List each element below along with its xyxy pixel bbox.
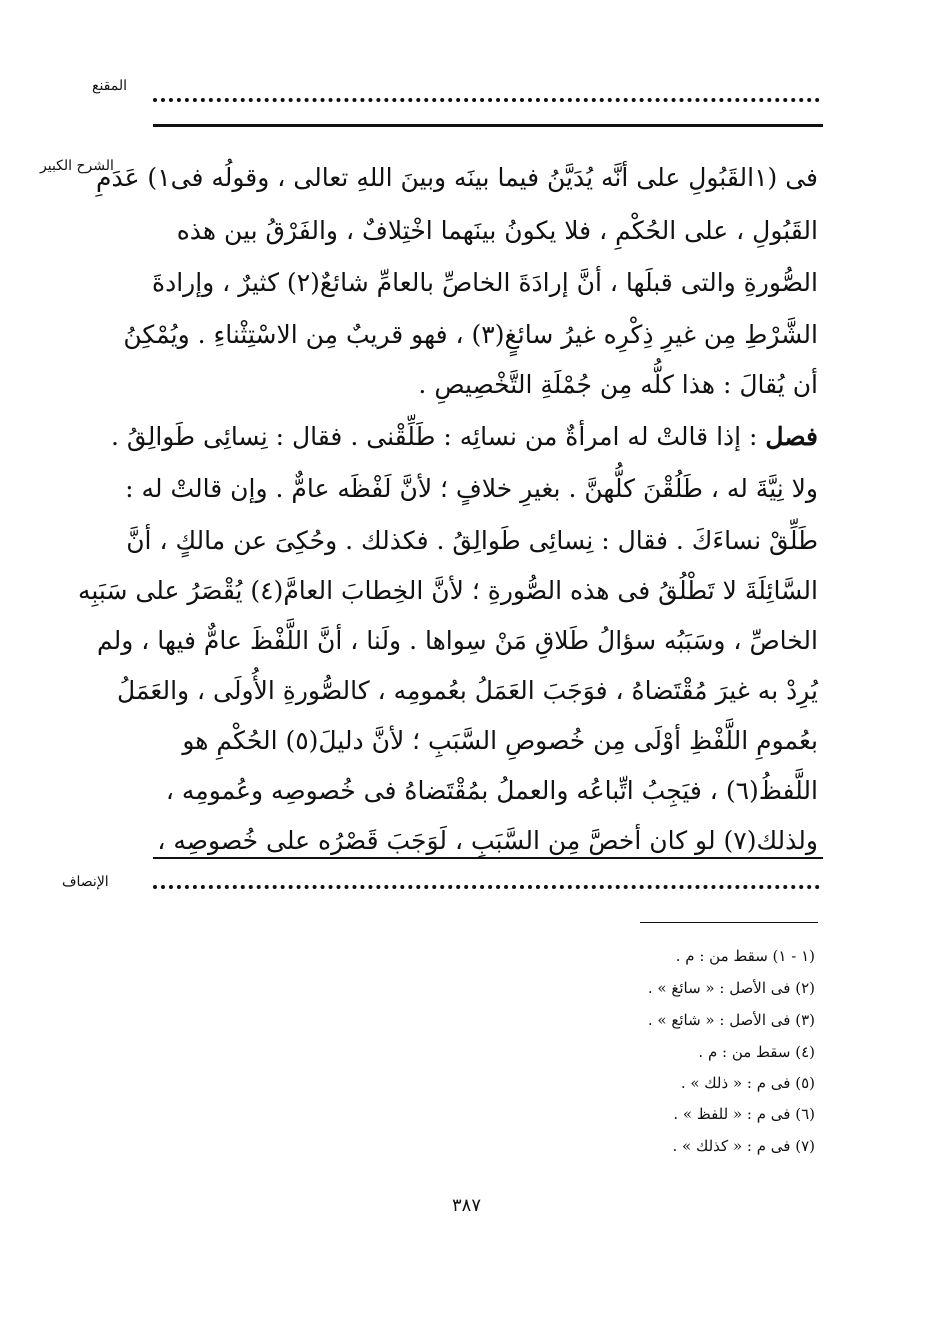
header-dotted-rule	[153, 98, 820, 102]
footnote-3: (٣) فى الأصل : « شائع » .	[647, 1011, 815, 1029]
body-line-11: يُرِدْ به غيرَ مُقْتَضاهُ ، فوَجَبَ العَمَلُ بعُمومِه ، كالصُّورةِ الأُولَى ، والعَمَلُ	[117, 676, 818, 705]
body-line-6: فصل : إذا قالتْ له امرأةٌ من نسائِه : طَلِّقْنى . فقال : نِسائِى طَوالِقُ .	[110, 422, 818, 451]
body-line-8: طَلِّقْ نساءَكَ . فقال : نِسائِى طَوالِقُ . فكذلك . وحُكِىَ عن مالكٍ ، أنَّ	[126, 526, 818, 555]
footnote-separator	[640, 922, 818, 923]
body-bottom-rule	[153, 857, 823, 859]
insaf-dotted-rule	[153, 885, 820, 889]
body-line-7: ولا نِيَّةَ له ، طَلُقْنَ كلُّهنَّ . بغيرِ خلافٍ ؛ لأنَّ لَفْظَه عامٌّ . وإن قالتْ له :	[125, 474, 818, 503]
footnote-2: (٢) فى الأصل : « سائغ » .	[647, 979, 815, 997]
page-number: ٣٨٧	[451, 1195, 481, 1216]
body-line-6-text: إذا قالتْ له امرأةٌ من نسائِه : طَلِّقْنى . فقال : نِسائِى طَوالِقُ .	[110, 422, 742, 451]
body-line-14: ولذلك(٧) لو كان أخصَّ مِن السَّبَبِ ، لَوَجَبَ قَصْرُه على خُصوصِه ،	[157, 826, 818, 855]
body-line-1: فى (١القَبُولِ على أنَّه يُدَيَّنُ فيما بينَه وبينَ اللهِ تعالى ، وقولُه فى١) عَدَمِ	[95, 163, 818, 192]
footnote-4: (٤) سقط من : م .	[698, 1043, 815, 1061]
footnote-7: (٧) فى م : « كذلك » .	[672, 1137, 815, 1155]
body-line-5: أن يُقالَ : هذا كلُّه مِن جُمْلَةِ التَّخْصِيصِ .	[418, 370, 818, 399]
body-line-9: السَّائِلَةَ لا تَطْلُقُ فى هذه الصُّورةِ ؛ لأنَّ الخِطابَ العامَّ(٤) يُقْصَرُ على سَبَبِه	[77, 576, 818, 605]
body-line-2: القَبُولِ ، على الحُكْمِ ، فلا يكونُ بينَهما اخْتِلافٌ ، والفَرْقُ بين هذه	[176, 216, 818, 245]
main-divider	[153, 124, 823, 127]
insaf-section-label: الإنصاف	[62, 874, 109, 890]
body-line-13: اللَّفظُ(٦) ، فيَجِبُ اتِّباعُه والعملُ بمُقْتَضاهُ فى خُصوصِه وعُمومِه ،	[165, 776, 818, 805]
body-line-3: الصُّورةِ والتى قبلَها ، أنَّ إرادَةَ الخاصِّ بالعامِّ شائعٌ(٢) كثيرٌ ، وإرادةَ	[151, 268, 818, 297]
fasl-heading: فصل	[765, 422, 818, 451]
footnote-5: (٥) فى م : « ذلك » .	[680, 1074, 815, 1092]
header-book-title: المقنع	[92, 78, 128, 94]
body-line-12: بعُمومِ اللَّفْظِ أوْلَى مِن خُصوصِ السَّبَبِ ؛ لأنَّ دليلَ(٥) الحُكْمِ هو	[182, 726, 818, 755]
footnote-1: (١ - ١) سقط من : م .	[675, 947, 815, 965]
commentary-section-label: الشرح الكبير	[40, 158, 114, 174]
body-line-4: الشَّرْطِ مِن غيرِ ذِكْرِه غيرُ سائغٍ(٣) ، فهو قريبٌ مِن الاسْتِثْناءِ . ويُمْكِنُ	[123, 320, 818, 349]
body-line-10: الخاصِّ ، وسَبَبُه سؤالُ طَلاقِ مَنْ سِواها . ولَنا ، أنَّ اللَّفْظَ عامٌّ فيها ، ولم	[97, 626, 818, 655]
footnote-6: (٦) فى م : « للفظ » .	[673, 1105, 815, 1123]
